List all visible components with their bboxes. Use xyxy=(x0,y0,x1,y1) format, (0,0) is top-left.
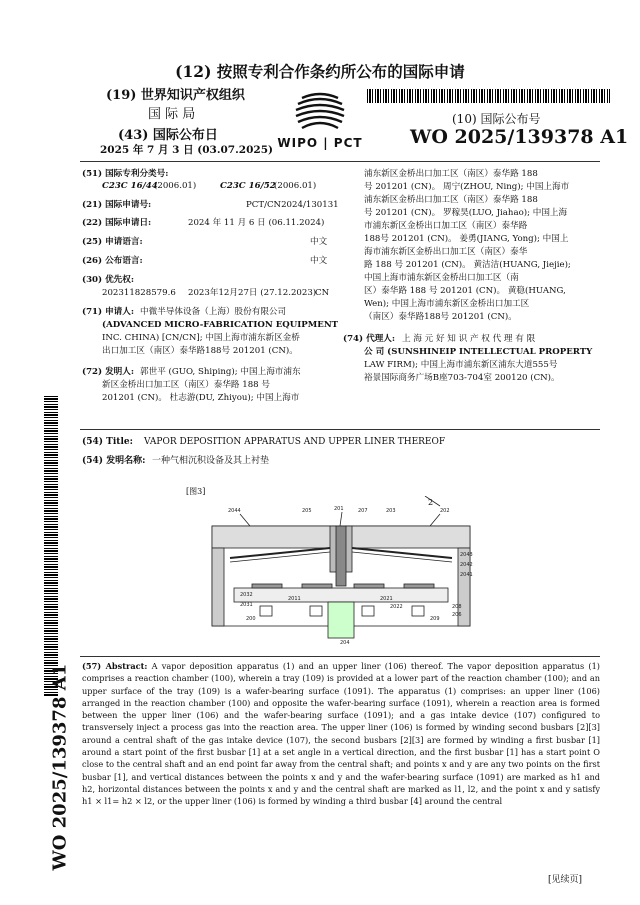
app-no-label: (21) 国际申请号: xyxy=(82,200,152,210)
figure-drawing xyxy=(190,496,490,646)
inventor-line-1: 郭世平 (GUO, Shiping); 中国上海市浦东 xyxy=(140,367,301,377)
inventor-cont-3: 浦东新区金桥出口加工区（南区）泰华路 188 xyxy=(364,195,538,205)
title-rule xyxy=(80,429,600,430)
applicant-line-2: (ADVANCED MICRO-FABRICATION EQUIPMENT xyxy=(102,320,339,330)
svg-text:2044: 2044 xyxy=(228,508,241,514)
inventor-line-2: 新区金桥出口加工区（南区）泰华路 188 号 xyxy=(102,380,270,390)
priority-date: 2023年12月27日 (27.12.2023) xyxy=(188,288,317,298)
agent-label: (74) 代理人: xyxy=(343,334,396,344)
pub-date-label: (43) 国际公布日 xyxy=(118,128,218,143)
svg-text:2043: 2043 xyxy=(460,552,473,558)
svg-text:208: 208 xyxy=(452,604,462,610)
svg-text:2042: 2042 xyxy=(460,562,473,568)
pub-lang: 中文 xyxy=(310,256,328,266)
svg-text:203: 203 xyxy=(386,508,396,514)
abstract-text: A vapor deposition apparatus (1) and an upper liner (106) thereof. The vapor deposition apparatus (1) comprises a reaction chamber (100), wherein a tray (109) is provided at a lower part of the reaction chamber (100); and an upper surface of the tray (109) is a wafer-bearing surface (1091). The apparatus (1) comprises: an upper liner (106) arranged in the reaction chamber (100) and opposite the wafer-bearing surface (1091), wherein a reaction area is formed between the upper liner (106) and the wafer-bearing surface (1091); and a gas intake device (107) configured to transversely inject a process gas into the reaction area. The upper liner (106) is formed by winding second busbars [2][3] around a central shaft of the gas intake device (107), the second busbars [2][3] are formed by winding a first busbar [1] around a start point of the first busbar [1] at a set angle in a vertical direction, and the first busbar [1] has a start point O close to the central shaft and an end point far away from the central shaft; and points x and y are any two points on the first busbar [1], and vertical distances between the points x and y and the wafer-bearing surface (1091) are marked as h1 and h2, horizontal distances between the points x and y and the central shaft are marked as l1, l2, and the point x and y satisfy h1 × l1= h2 × l2, or the upper liner (106) is formed by winding a third busbar [4] around the central xyxy=(82,661,600,807)
inventor-cont-5: 市浦东新区金桥出口加工区（南区）泰华路 xyxy=(364,221,528,231)
pub-no-label: (10) 国际公布号 xyxy=(452,112,541,126)
pub-lang-label: (26) 公布语言: xyxy=(82,256,143,266)
header-rule xyxy=(80,161,600,162)
inventor-cont-2: 号 201201 (CN)。 周宁(ZHOU, Ning); 中国上海市 xyxy=(364,182,570,192)
svg-text:206: 206 xyxy=(452,612,462,618)
apparatus-diagram xyxy=(190,496,490,646)
org-bureau: 国 际 局 xyxy=(148,107,196,122)
figure-caption: [图3] xyxy=(186,487,206,496)
svg-text:200: 200 xyxy=(246,616,256,622)
side-publication-number: WO 2025/139378 A1 xyxy=(49,663,71,871)
svg-text:201: 201 xyxy=(334,506,344,512)
ipc-label: (51) 国际专利分类号: xyxy=(82,169,169,179)
figure-ref-main: 2 xyxy=(428,498,434,507)
applicant-label: (71) 申请人: xyxy=(82,307,135,317)
barcode-left xyxy=(44,396,58,696)
svg-text:2032: 2032 xyxy=(240,592,253,598)
inventor-cont-10: 区）泰华路 188 号 201201 (CN)。 黄稳(HUANG, xyxy=(364,286,566,296)
wipo-pct-text: WIPO | PCT xyxy=(277,136,363,150)
org-name: (19) 世界知识产权组织 xyxy=(106,88,245,103)
svg-text:2041: 2041 xyxy=(460,572,473,578)
agent-line-3: LAW FIRM); 中国上海市浦东新区浦东大道555号 xyxy=(364,360,558,370)
svg-text:204: 204 xyxy=(340,640,350,646)
ipc-2: C23C 16/52 xyxy=(220,181,276,191)
applicant-line-1: 中微半导体设备（上海）股份有限公司 xyxy=(140,307,287,317)
applicant-line-4: 出口加工区（南区）泰华路188号 201201 (CN)。 xyxy=(102,346,298,356)
priority-no: 202311828579.6 xyxy=(102,288,176,298)
filing-date: 2024 年 11 月 6 日 (06.11.2024) xyxy=(188,218,325,228)
inventor-cont-6: 188号 201201 (CN)。 姜勇(JIANG, Yong); 中国上 xyxy=(364,234,569,244)
agent-line-4: 裕景国际商务广场B座703-704室 200120 (CN)。 xyxy=(364,373,560,383)
svg-text:2031: 2031 xyxy=(240,602,253,608)
inventor-label: (72) 发明人: xyxy=(82,367,135,377)
title-en: VAPOR DEPOSITION APPARATUS AND UPPER LINER THEREOF xyxy=(144,437,446,447)
abstract-rule xyxy=(80,656,600,657)
inventor-line-3: 201201 (CN)。 杜志游(DU, Zhiyou); 中国上海市 xyxy=(102,393,300,403)
inventor-cont-8: 路 188 号 201201 (CN)。 黄洁洁(HUANG, Jiejie); xyxy=(364,260,571,270)
agent-line-2: 公 司 (SUNSHINEIP INTELLECTUAL PROPERTY xyxy=(364,347,593,357)
applicant-line-3: INC. CHINA) [CN/CN]; 中国上海市浦东新区金桥 xyxy=(102,333,300,343)
ipc-1-year: (2006.01) xyxy=(154,181,197,191)
filing-date-label: (22) 国际申请日: xyxy=(82,218,152,228)
app-no: PCT/CN2024/130131 xyxy=(246,200,339,210)
inventor-cont-7: 海市浦东新区金桥出口加工区（南区）泰华 xyxy=(364,247,528,257)
title-en-label: (54) Title: xyxy=(82,437,133,447)
svg-text:202: 202 xyxy=(440,508,450,514)
inventor-cont-1: 浦东新区金桥出口加工区（南区）泰华路 188 xyxy=(364,169,538,179)
inventor-cont-12: （南区）泰华路188号 201201 (CN)。 xyxy=(364,312,517,322)
filing-lang-label: (25) 申请语言: xyxy=(82,237,143,247)
filing-lang: 中文 xyxy=(310,237,328,247)
ipc-1: C23C 16/44 xyxy=(102,181,158,191)
priority-label: (30) 优先权: xyxy=(82,275,135,285)
title-cn: 一种气相沉积设备及其上衬垫 xyxy=(152,456,270,466)
abstract xyxy=(82,660,600,808)
title-cn-label: (54) 发明名称: xyxy=(82,456,146,466)
svg-text:207: 207 xyxy=(358,508,368,514)
svg-text:2011: 2011 xyxy=(288,596,301,602)
inventor-cont-4: 号 201201 (CN)。 罗稼昊(LUO, Jiahao); 中国上海 xyxy=(364,208,568,218)
abstract-label: (57) Abstract: xyxy=(82,661,148,671)
document-title: (12) 按照专利合作条约所公布的国际申请 xyxy=(175,62,465,81)
barcode-top xyxy=(367,89,610,103)
inventor-cont-9: 中国上海市浦东新区金桥出口加工区（南 xyxy=(364,273,519,283)
inventor-cont-11: Wen); 中国上海市浦东新区金桥出口加工区 xyxy=(364,299,530,309)
svg-text:205: 205 xyxy=(302,508,312,514)
ipc-2-year: (2006.01) xyxy=(274,181,317,191)
pub-no: WO 2025/139378 A1 xyxy=(410,126,629,148)
svg-text:2022: 2022 xyxy=(390,604,403,610)
pub-date: 2025 年 7 月 3 日 (03.07.2025) xyxy=(100,144,273,156)
svg-text:2021: 2021 xyxy=(380,596,393,602)
continued-note: [见续页] xyxy=(548,875,583,885)
svg-text:209: 209 xyxy=(430,616,440,622)
priority-country: CN xyxy=(315,288,330,298)
agent-line-1: 上 海 元 好 知 识 产 权 代 理 有 限 xyxy=(402,334,536,344)
